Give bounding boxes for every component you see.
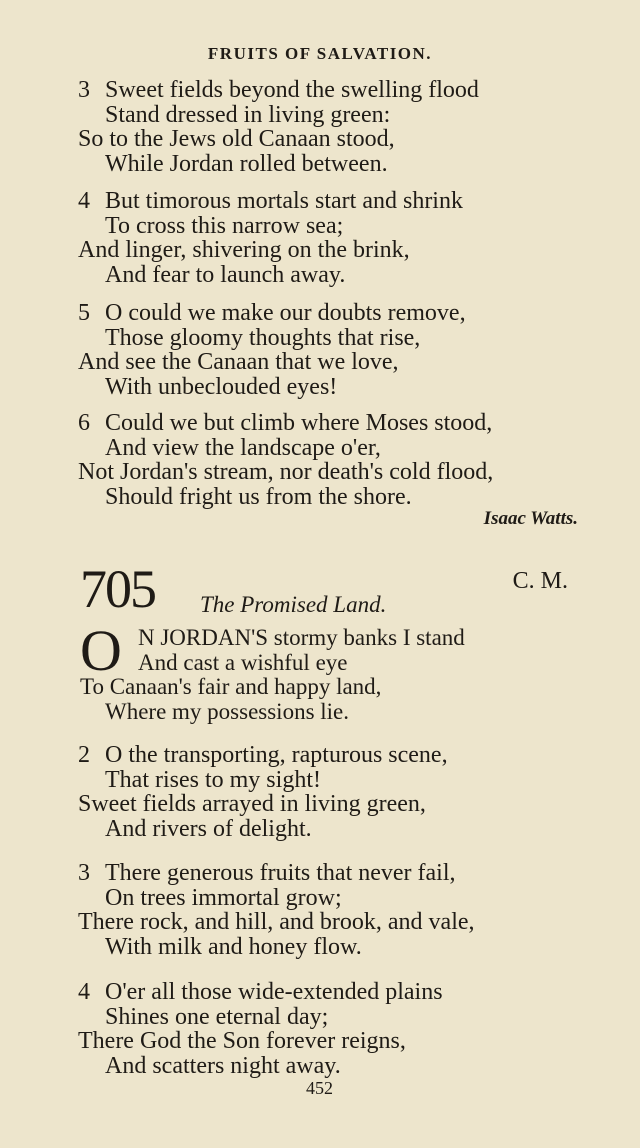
stanza-704-5: [78, 301, 608, 399]
verse-line: Could we but climb where Moses stood,: [105, 410, 493, 436]
drop-cap: O: [80, 618, 122, 683]
page-number: 452: [306, 1078, 333, 1098]
stanza-705-2: [78, 743, 608, 841]
verse-line: And scatters night away.: [105, 1052, 341, 1079]
verse-line: While Jordan rolled between.: [105, 150, 388, 177]
hymn-number: 705: [80, 559, 155, 619]
stanza-704-6: [78, 411, 608, 509]
verse-line: But timorous mortals start and shrink: [105, 188, 463, 214]
verse-line: To Canaan's fair and happy land,: [80, 674, 382, 700]
running-head: FRUITS OF SALVATION.: [207, 44, 433, 63]
stanza-number: 3: [78, 860, 90, 886]
stanza-704-3: [78, 78, 608, 176]
stanza-705-4: [78, 980, 608, 1078]
verse-line: O the transporting, rapturous scene,: [105, 742, 448, 768]
verse-line: N JORDAN'S stormy banks I stand: [138, 625, 465, 650]
verse-line: And fear to launch away.: [105, 261, 346, 288]
stanza-number: 3: [78, 77, 90, 103]
verse-line: Sweet fields beyond the swelling flood: [105, 77, 479, 103]
verse-line: And cast a wishful eye: [138, 649, 348, 675]
verse-line: And rivers of delight.: [105, 815, 312, 842]
verse-line: With unbeclouded eyes!: [105, 373, 338, 400]
verse-line: Those gloomy thoughts that rise,: [105, 324, 421, 351]
stanza-number: 4: [78, 188, 90, 214]
verse-line: Sweet fields arrayed in living green,: [78, 791, 426, 818]
verse-line: Not Jordan's stream, nor death's cold flood,: [78, 459, 494, 486]
verse-line: And see the Canaan that we love,: [78, 349, 399, 376]
verse-line: That rises to my sight!: [105, 766, 321, 793]
verse-line: And view the landscape o'er,: [105, 434, 381, 461]
verse-line: On trees immortal grow;: [105, 884, 342, 911]
verse-line: Should fright us from the shore.: [105, 483, 412, 510]
verse-line: Shines one eternal day;: [105, 1003, 329, 1030]
stanza-number: 2: [78, 742, 90, 768]
stanza-number: 6: [78, 410, 90, 436]
verse-line: O'er all those wide-extended plains: [105, 979, 443, 1005]
stanza-number: 4: [78, 979, 90, 1005]
stanza-704-4: [78, 189, 608, 287]
hymn-title: The Promised Land.: [200, 592, 387, 617]
stanza-number: 5: [78, 300, 90, 326]
verse-line: There rock, and hill, and brook, and vale,: [78, 909, 475, 936]
verse-line: So to the Jews old Canaan stood,: [78, 126, 395, 153]
author-attribution: Isaac Watts.: [483, 508, 578, 529]
verse-line: There God the Son forever reigns,: [78, 1028, 406, 1055]
verse-line: There generous fruits that never fail,: [105, 860, 456, 886]
verse-line: Where my possessions lie.: [105, 698, 350, 724]
verse-line: To cross this narrow sea;: [105, 212, 344, 239]
verse-line: O could we make our doubts remove,: [105, 300, 466, 326]
verse-line: And linger, shivering on the brink,: [78, 237, 410, 264]
stanza-705-3: [78, 861, 608, 959]
stanza-705-1: [80, 626, 620, 724]
verse-line: Stand dressed in living green:: [105, 101, 391, 128]
verse-line: With milk and honey flow.: [105, 933, 362, 960]
hymn-meter: C. M.: [512, 568, 568, 594]
